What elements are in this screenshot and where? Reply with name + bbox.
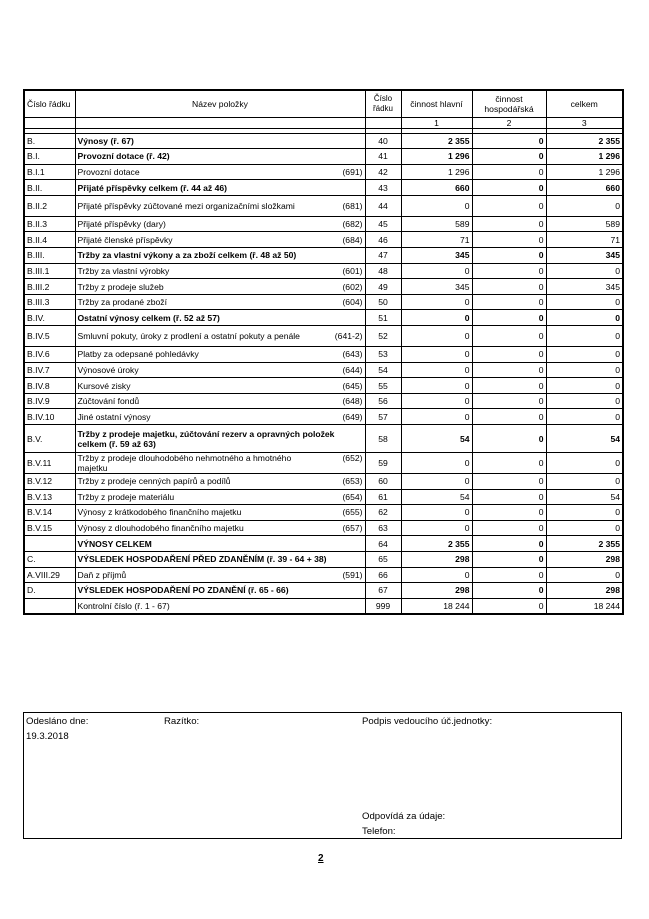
table-row (24, 362, 623, 378)
row-main-value: 345 (401, 248, 472, 264)
row-econ-value: 0 (472, 263, 546, 279)
row-name-label: Výnosy z dlouhodobého finančního majetku (77, 523, 244, 534)
row-total-value: 0 (546, 474, 623, 490)
row-line-no: 43 (365, 180, 401, 196)
row-main-value: 0 (401, 520, 472, 536)
row-code: B.IV.6 (24, 347, 75, 363)
row-name-label: Přijaté členské příspěvky (77, 234, 173, 245)
row-name (75, 133, 365, 149)
row-line-no: 42 (365, 164, 401, 180)
table-row (24, 263, 623, 279)
row-econ-value: 0 (472, 520, 546, 536)
table-row (24, 520, 623, 536)
row-econ-value: 0 (472, 195, 546, 216)
table-row (24, 164, 623, 180)
table-row (24, 326, 623, 347)
row-name (75, 474, 365, 490)
row-name (75, 378, 365, 394)
row-total-value: 0 (546, 195, 623, 216)
row-name-label: VÝSLEDEK HOSPODAŘENÍ PO ZDANĚNÍ (ř. 65 - 66) (77, 585, 289, 596)
row-total-value: 345 (546, 248, 623, 264)
row-total-value: 0 (546, 409, 623, 425)
table-row (24, 567, 623, 583)
signature-label: Podpis vedoucího úč.jednotky: (362, 716, 493, 727)
row-account-code: (604) (342, 297, 363, 308)
row-name (75, 425, 365, 453)
table-row (24, 378, 623, 394)
row-main-value: 0 (401, 378, 472, 394)
row-total-value: 0 (546, 294, 623, 310)
row-name-label: Tržby za vlastní výkony a za zboží celkem (ř. 48 až 50) (77, 250, 297, 261)
row-main-value: 0 (401, 393, 472, 409)
row-code: B.IV.9 (24, 393, 75, 409)
table-row (24, 489, 623, 505)
row-account-code: (641-2) (334, 331, 363, 342)
row-line-no: 62 (365, 505, 401, 521)
row-name (75, 294, 365, 310)
row-name (75, 248, 365, 264)
row-name-label: VÝNOSY CELKEM (77, 538, 152, 549)
row-econ-value: 0 (472, 294, 546, 310)
row-account-code: (682) (342, 219, 363, 230)
row-main-value: 660 (401, 180, 472, 196)
row-name-label: Tržby za prodané zboží (77, 297, 167, 308)
row-econ-value: 0 (472, 362, 546, 378)
row-name (75, 180, 365, 196)
row-account-code: (681) (342, 200, 363, 211)
row-total-value: 0 (546, 310, 623, 326)
row-code: B.IV.7 (24, 362, 75, 378)
row-name (75, 279, 365, 295)
row-econ-value: 0 (472, 216, 546, 232)
row-line-no: 46 (365, 232, 401, 248)
row-code: B.II.2 (24, 195, 75, 216)
row-main-value: 0 (401, 310, 472, 326)
row-account-code: (653) (342, 476, 363, 487)
row-name (75, 520, 365, 536)
row-total-value: 54 (546, 489, 623, 505)
row-account-code: (691) (342, 166, 363, 177)
row-main-value: 0 (401, 474, 472, 490)
stamp-label: Razítko: (164, 716, 200, 727)
row-econ-value: 0 (472, 164, 546, 180)
row-code (24, 536, 75, 552)
row-name (75, 164, 365, 180)
row-name-label: Tržby z prodeje služeb (77, 281, 164, 292)
row-name-label: Výnosy z krátkodobého finančního majetku (77, 507, 242, 518)
row-econ-value: 0 (472, 598, 546, 614)
row-name-label: Daň z příjmů (77, 569, 127, 580)
row-line-no: 49 (365, 279, 401, 295)
row-name (75, 583, 365, 599)
table-row (24, 310, 623, 326)
row-econ-value: 0 (472, 232, 546, 248)
row-account-code: (652) (342, 453, 363, 463)
table-body (24, 128, 623, 614)
header-index-row (24, 117, 623, 128)
table-row (24, 180, 623, 196)
row-total-value: 589 (546, 216, 623, 232)
row-econ-value: 0 (472, 248, 546, 264)
row-name (75, 216, 365, 232)
row-code: B.V.12 (24, 474, 75, 490)
row-name-label: VÝSLEDEK HOSPODAŘENÍ PŘED ZDANĚNÍM (ř. 39 - 64 + 38) (77, 554, 327, 565)
table-row (24, 393, 623, 409)
row-account-code: (684) (342, 234, 363, 245)
row-main-value: 2 355 (401, 536, 472, 552)
row-code: B.V.14 (24, 505, 75, 521)
row-econ-value: 0 (472, 583, 546, 599)
row-name (75, 536, 365, 552)
row-econ-value: 0 (472, 505, 546, 521)
row-name-label: Smluvní pokuty, úroky z prodlení a ostatní pokuty a penále (77, 331, 300, 342)
signature-box (23, 712, 622, 839)
row-name (75, 551, 365, 567)
report-sheet (23, 89, 622, 615)
row-line-no: 64 (365, 536, 401, 552)
row-main-value: 71 (401, 232, 472, 248)
row-main-value: 0 (401, 294, 472, 310)
row-name-label: Tržby z prodeje materiálu (77, 491, 175, 502)
row-line-no: 60 (365, 474, 401, 490)
row-account-code: (654) (342, 491, 363, 502)
row-line-no: 58 (365, 425, 401, 453)
row-total-value: 71 (546, 232, 623, 248)
table-row (24, 453, 623, 474)
row-total-value: 2 355 (546, 536, 623, 552)
row-total-value: 298 (546, 551, 623, 567)
row-econ-value: 0 (472, 567, 546, 583)
row-econ-value: 0 (472, 474, 546, 490)
table-row (24, 347, 623, 363)
row-name (75, 326, 365, 347)
row-main-value: 1 296 (401, 164, 472, 180)
row-line-no: 40 (365, 133, 401, 149)
col-index-total: 3 (546, 117, 623, 128)
row-name (75, 347, 365, 363)
table-row (24, 248, 623, 264)
row-name-label: Jiné ostatní výnosy (77, 411, 151, 422)
col-header-name: Název položky (75, 90, 365, 117)
row-name-label: Výnosové úroky (77, 364, 139, 375)
row-total-value: 54 (546, 425, 623, 453)
row-line-no: 55 (365, 378, 401, 394)
row-econ-value: 0 (472, 453, 546, 474)
row-code: B.V.13 (24, 489, 75, 505)
row-econ-value: 0 (472, 180, 546, 196)
row-econ-value: 0 (472, 149, 546, 165)
row-name-label: Přijaté příspěvky zúčtované mezi organizačními složkami (77, 200, 295, 211)
row-total-value: 0 (546, 567, 623, 583)
row-account-code: (649) (342, 411, 363, 422)
row-name-label: Tržby z prodeje dlouhodobého nehmotného a hmotného majetku (77, 453, 292, 473)
row-name (75, 263, 365, 279)
row-line-no: 61 (365, 489, 401, 505)
row-name-label: Kursové zisky (77, 380, 131, 391)
row-total-value: 345 (546, 279, 623, 295)
row-total-value: 0 (546, 505, 623, 521)
table-row (24, 294, 623, 310)
row-total-value: 0 (546, 393, 623, 409)
table-row (24, 279, 623, 295)
row-main-value: 589 (401, 216, 472, 232)
row-code (24, 598, 75, 614)
row-line-no: 57 (365, 409, 401, 425)
row-line-no: 59 (365, 453, 401, 474)
row-main-value: 54 (401, 489, 472, 505)
col-index-econ: 2 (472, 117, 546, 128)
table-row (24, 474, 623, 490)
income-statement-table (23, 89, 624, 615)
row-main-value: 0 (401, 347, 472, 363)
row-code: B.III.3 (24, 294, 75, 310)
row-account-code: (602) (342, 281, 363, 292)
row-name-label: Kontrolní číslo (ř. 1 - 67) (77, 601, 170, 612)
row-total-value: 0 (546, 520, 623, 536)
row-main-value: 0 (401, 453, 472, 474)
row-econ-value: 0 (472, 279, 546, 295)
header-row (24, 90, 623, 117)
row-total-value: 1 296 (546, 149, 623, 165)
row-main-value: 0 (401, 505, 472, 521)
row-total-value: 18 244 (546, 598, 623, 614)
row-code: B.IV.10 (24, 409, 75, 425)
sent-label: Odesláno dne: (26, 716, 89, 727)
row-code: B.III. (24, 248, 75, 264)
row-total-value: 0 (546, 362, 623, 378)
row-main-value: 0 (401, 409, 472, 425)
row-account-code: (591) (342, 569, 363, 580)
row-name-label: Provozní dotace (77, 166, 140, 177)
row-line-no: 65 (365, 551, 401, 567)
row-account-code: (601) (342, 265, 363, 276)
row-code: B.III.1 (24, 263, 75, 279)
row-main-value: 54 (401, 425, 472, 453)
row-total-value: 1 296 (546, 164, 623, 180)
row-line-no: 44 (365, 195, 401, 216)
row-name (75, 195, 365, 216)
row-code: B.V.11 (24, 453, 75, 474)
row-account-code: (648) (342, 396, 363, 407)
col-header-total: celkem (546, 90, 623, 117)
row-line-no: 45 (365, 216, 401, 232)
row-name (75, 310, 365, 326)
table-row (24, 505, 623, 521)
row-name-label: Ostatní výnosy celkem (ř. 52 až 57) (77, 312, 220, 323)
row-name (75, 409, 365, 425)
row-line-no: 52 (365, 326, 401, 347)
col-header-row-no: Číslo řádku (24, 90, 75, 117)
row-main-value: 298 (401, 551, 472, 567)
row-total-value: 0 (546, 453, 623, 474)
row-econ-value: 0 (472, 393, 546, 409)
row-name-label: Výnosy (ř. 67) (77, 135, 134, 146)
col-index-main: 1 (401, 117, 472, 128)
row-name-label: Tržby z prodeje cenných papírů a podílů (77, 476, 231, 487)
row-code: D. (24, 583, 75, 599)
row-line-no: 999 (365, 598, 401, 614)
row-code: B.II.3 (24, 216, 75, 232)
table-row (24, 133, 623, 149)
row-line-no: 47 (365, 248, 401, 264)
row-main-value: 2 355 (401, 133, 472, 149)
row-code: B.V. (24, 425, 75, 453)
col-header-economic-activity: činnost hospodářská (472, 90, 546, 117)
row-econ-value: 0 (472, 536, 546, 552)
table-row (24, 551, 623, 567)
row-name (75, 232, 365, 248)
row-name (75, 453, 365, 474)
row-econ-value: 0 (472, 310, 546, 326)
row-code: B.II. (24, 180, 75, 196)
row-line-no: 66 (365, 567, 401, 583)
table-row (24, 536, 623, 552)
table-row (24, 149, 623, 165)
row-total-value: 0 (546, 326, 623, 347)
row-main-value: 0 (401, 362, 472, 378)
row-econ-value: 0 (472, 378, 546, 394)
row-econ-value: 0 (472, 347, 546, 363)
table-row (24, 232, 623, 248)
table-row (24, 216, 623, 232)
row-main-value: 0 (401, 326, 472, 347)
row-code: B.IV.8 (24, 378, 75, 394)
row-name (75, 489, 365, 505)
row-name (75, 393, 365, 409)
row-account-code: (655) (342, 507, 363, 518)
col-header-line-no: Číslo řádku (365, 90, 401, 117)
table-row (24, 195, 623, 216)
sent-date: 19.3.2018 (26, 731, 69, 742)
row-name-label: Provozní dotace (ř. 42) (77, 151, 170, 162)
row-name (75, 362, 365, 378)
row-total-value: 2 355 (546, 133, 623, 149)
row-name-label: Zúčtování fondů (77, 396, 140, 407)
row-main-value: 298 (401, 583, 472, 599)
row-code: B. (24, 133, 75, 149)
row-code: B.I.1 (24, 164, 75, 180)
row-main-value: 0 (401, 567, 472, 583)
row-total-value: 0 (546, 347, 623, 363)
row-main-value: 0 (401, 195, 472, 216)
row-code: B.V.15 (24, 520, 75, 536)
row-main-value: 18 244 (401, 598, 472, 614)
row-total-value: 0 (546, 378, 623, 394)
row-code: B.II.4 (24, 232, 75, 248)
table-row (24, 583, 623, 599)
row-econ-value: 0 (472, 489, 546, 505)
row-line-no: 51 (365, 310, 401, 326)
row-line-no: 63 (365, 520, 401, 536)
row-main-value: 0 (401, 263, 472, 279)
row-name-label: Tržby z prodeje majetku, zúčtování rezerv a opravných položek celkem (ř. 59 až 63) (77, 428, 335, 449)
row-account-code: (645) (342, 380, 363, 391)
row-econ-value: 0 (472, 551, 546, 567)
row-code: B.IV.5 (24, 326, 75, 347)
row-main-value: 1 296 (401, 149, 472, 165)
row-account-code: (657) (342, 523, 363, 534)
row-line-no: 48 (365, 263, 401, 279)
row-econ-value: 0 (472, 425, 546, 453)
row-code: B.III.2 (24, 279, 75, 295)
col-header-main-activity: činnost hlavní (401, 90, 472, 117)
table-row (24, 425, 623, 453)
row-name-label: Přijaté příspěvky (dary) (77, 219, 166, 230)
row-total-value: 0 (546, 263, 623, 279)
row-line-no: 56 (365, 393, 401, 409)
row-line-no: 54 (365, 362, 401, 378)
row-name (75, 598, 365, 614)
row-name-label: Platby za odepsané pohledávky (77, 349, 199, 360)
row-code: C. (24, 551, 75, 567)
row-econ-value: 0 (472, 133, 546, 149)
row-total-value: 298 (546, 583, 623, 599)
table-row (24, 409, 623, 425)
row-account-code: (643) (342, 349, 363, 360)
row-econ-value: 0 (472, 409, 546, 425)
row-main-value: 345 (401, 279, 472, 295)
row-name-label: Tržby za vlastní výrobky (77, 265, 170, 276)
row-total-value: 660 (546, 180, 623, 196)
row-name (75, 505, 365, 521)
row-name-label: Přijaté příspěvky celkem (ř. 44 až 46) (77, 182, 228, 193)
row-line-no: 41 (365, 149, 401, 165)
row-name (75, 149, 365, 165)
phone-label: Telefon: (362, 826, 396, 837)
page-number: 2 (318, 853, 324, 864)
row-code: B.I. (24, 149, 75, 165)
row-code: A.VIII.29 (24, 567, 75, 583)
row-line-no: 67 (365, 583, 401, 599)
row-name (75, 567, 365, 583)
table-row (24, 598, 623, 614)
responsible-label: Odpovídá za údaje: (362, 811, 446, 822)
row-line-no: 53 (365, 347, 401, 363)
row-account-code: (644) (342, 364, 363, 375)
row-code: B.IV. (24, 310, 75, 326)
row-line-no: 50 (365, 294, 401, 310)
row-econ-value: 0 (472, 326, 546, 347)
